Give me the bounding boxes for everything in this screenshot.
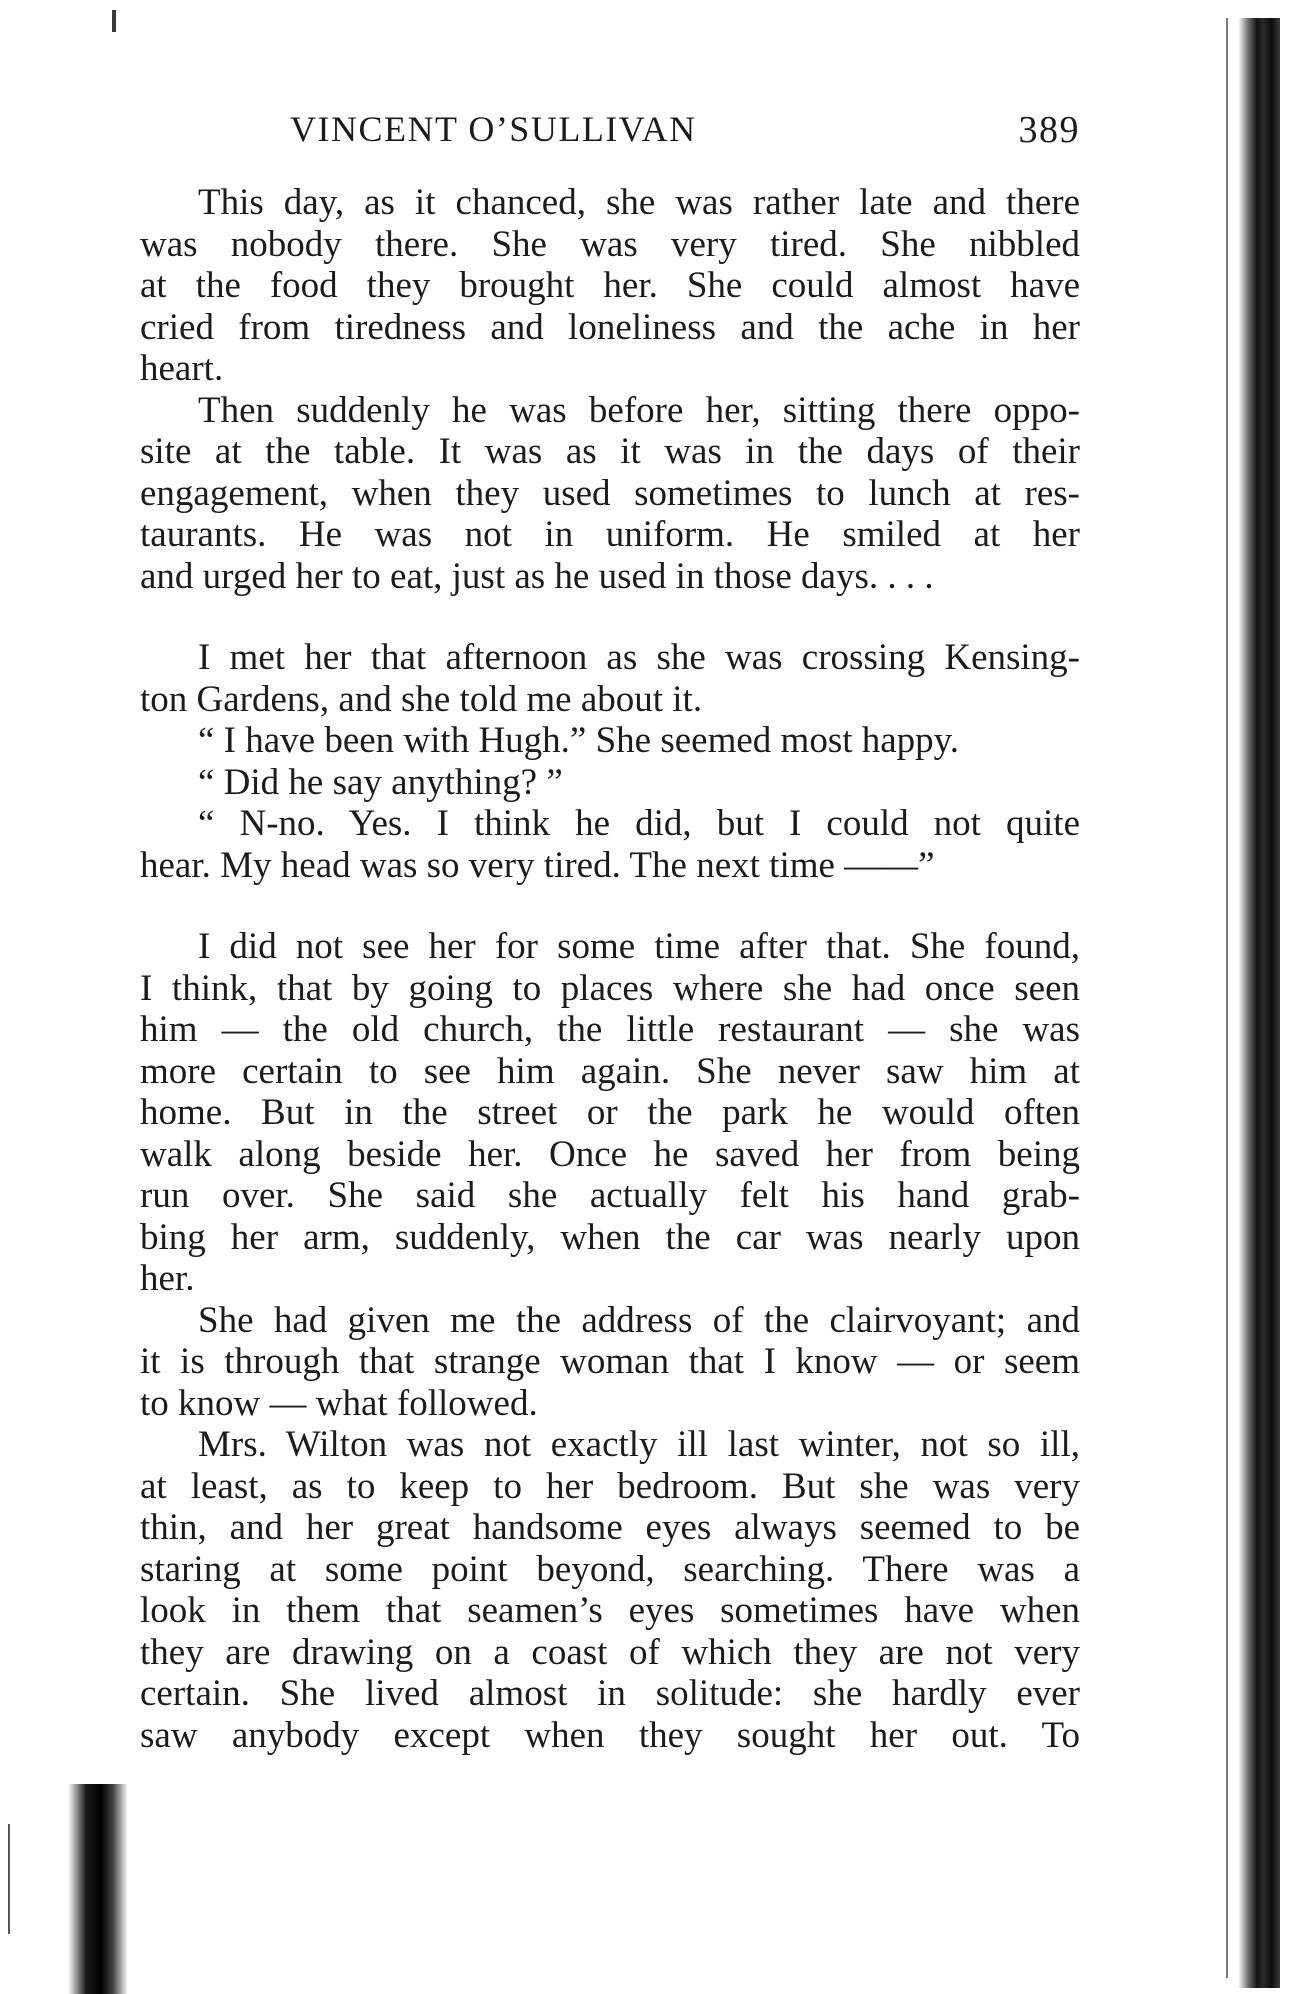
- paragraph: [140, 803, 1080, 886]
- text-line: staring at some point beyond, searching. There was a: [140, 1548, 1080, 1590]
- text-line: taurants. He was not in uniform. He smiled at her: [140, 514, 1080, 555]
- text-line: engagement, when they used sometimes to lunch at res-: [140, 472, 1080, 514]
- text-line: I met her that afternoon as she was crossing Kensing-: [198, 637, 1080, 678]
- text-line: “ N-no. Yes. I think he did, but I could not quite: [198, 803, 1080, 844]
- paragraph: [140, 390, 1080, 598]
- text-line: to know — what followed.: [140, 1382, 538, 1424]
- text-line: home. But in the street or the park he would often: [140, 1092, 1080, 1133]
- text-line: She had given me the address of the clairvoyant; and: [198, 1299, 1080, 1341]
- scan-artifact-left: [8, 1824, 10, 1934]
- text-line: This day, as it chanced, she was rather late and there: [198, 182, 1080, 223]
- page-number: 389: [1018, 109, 1080, 151]
- paragraph: [140, 1300, 1080, 1425]
- text-line: they are drawing on a coast of which they are not very: [140, 1631, 1080, 1673]
- text-line: at least, as to keep to her bedroom. But she was very: [140, 1465, 1080, 1507]
- text-line: and urged her to eat, just as he used in those days. . . .: [140, 555, 934, 597]
- text-line: it is through that strange woman that I know — or seem: [140, 1341, 1080, 1382]
- text-line: thin, and her great handsome eyes always seemed to be: [140, 1507, 1080, 1548]
- text-line: bing her arm, suddenly, when the car was nearly upon: [140, 1216, 1080, 1258]
- text-line: cried from tiredness and loneliness and the ache in her: [140, 306, 1080, 348]
- text-line: more certain to see him again. She never saw him at: [140, 1050, 1080, 1092]
- running-head-title: VINCENT O’SULLIVAN: [290, 109, 697, 149]
- text-line: “ Did he say anything? ”: [198, 761, 563, 803]
- paragraph: [140, 926, 1080, 1300]
- text-line: Then suddenly he was before her, sitting there oppo-: [198, 389, 1080, 431]
- paragraph: [140, 637, 1080, 720]
- text-line: site at the table. It was as it was in the days of their: [140, 431, 1080, 472]
- text-line: walk along beside her. Once he saved her from being: [140, 1133, 1080, 1175]
- binding-gutter-shadow: [1238, 18, 1280, 1988]
- text-line: certain. She lived almost in solitude: she hardly ever: [140, 1673, 1080, 1714]
- text-line: “ I have been with Hugh.” She seemed most happy.: [198, 720, 960, 761]
- text-line: was nobody there. She was very tired. She nibbled: [140, 223, 1080, 265]
- text-line: saw anybody except when they sought her out. To: [140, 1714, 1080, 1756]
- text-line: run over. She said she actually felt his hand grab-: [140, 1175, 1080, 1216]
- text-line: hear. My head was so very tired. The next time ——”: [140, 844, 935, 886]
- text-line: at the food they brought her. She could almost have: [140, 265, 1080, 306]
- scan-artifact-top: [112, 10, 116, 32]
- text-line: look in them that seamen’s eyes sometimes have when: [140, 1590, 1080, 1631]
- gutter-line: [1226, 18, 1228, 1978]
- paragraph: [140, 1424, 1080, 1756]
- text-line: ton Gardens, and she told me about it.: [140, 678, 703, 720]
- text-line: heart.: [140, 348, 224, 389]
- text-line: him — the old church, the little restaurant — she was: [140, 1009, 1080, 1050]
- scan-artifact-bottom: [68, 1784, 128, 1994]
- paragraph: [140, 720, 1080, 762]
- text-line: I think, that by going to places where she had once seen: [140, 967, 1080, 1009]
- text-line: Mrs. Wilton was not exactly ill last winter, not so ill,: [198, 1424, 1080, 1465]
- paragraph: [140, 762, 1080, 804]
- paragraph: [140, 182, 1080, 390]
- body-text: [140, 182, 1080, 1756]
- text-line: I did not see her for some time after that. She found,: [198, 926, 1080, 967]
- running-head: [290, 108, 1080, 158]
- text-line: her.: [140, 1258, 195, 1299]
